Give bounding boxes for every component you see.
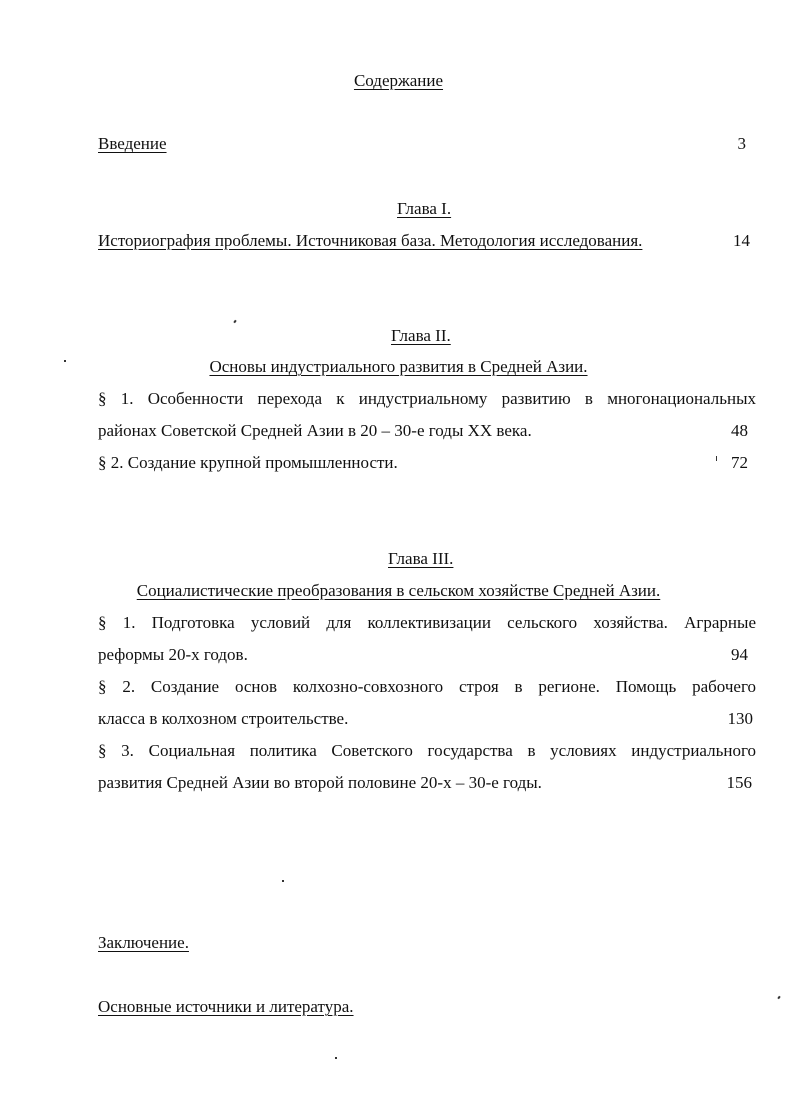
chapter2-section1-line2: районах Советской Средней Азии в 20 – 30-е годы XX века. [98,421,532,440]
scan-speck [716,456,717,461]
chapter2-section2-page: 72 [731,453,748,472]
toc-intro-page: 3 [737,134,746,153]
scan-speck [233,320,236,324]
chapter2-section2-line1: § 2. Создание крупной промышленности. [98,453,398,472]
chapter3-section1-page: 94 [731,645,748,664]
sources-label: Основные источники и литература. [98,997,354,1016]
chapter2-heading: Глава II. [391,326,451,345]
page-title: Содержание [353,71,444,90]
chapter2-title: Основы индустриального развития в Средней Азии. [209,357,588,376]
chapter3-title: Социалистические преобразования в сельском хозяйстве Средней Азии. [136,581,661,600]
conclusion-label: Заключение. [98,933,189,952]
chapter3-section3-page: 156 [726,773,752,792]
scan-speck [777,996,780,1000]
scan-speck [335,1057,337,1059]
chapter3-section2-line1: § 2. Создание основ колхозно-совхозного строя в регионе. Помощь рабочего [98,677,756,696]
chapter3-section1-line2: реформы 20-х годов. [98,645,248,664]
chapter3-section2-line2: класса в колхозном строительстве. [98,709,349,728]
chapter3-section3-line1: § 3. Социальная политика Советского государства в условиях индустриального [98,741,756,760]
chapter1-heading: Глава I. [397,199,452,218]
chapter3-heading: Глава III. [388,549,454,568]
chapter1-title: Историография проблемы. Источниковая база. Методология исследования. [98,231,643,250]
scan-speck [282,880,284,882]
chapter3-section2-page: 130 [727,709,753,728]
chapter3-section1-line1: § 1. Подготовка условий для коллективизации сельского хозяйства. Аграрные [98,613,756,632]
scan-speck [64,360,66,362]
toc-intro-label: Введение [98,134,167,153]
chapter1-page: 14 [733,231,750,250]
chapter3-section3-line2: развития Средней Азии во второй половине 20-х – 30-е годы. [98,773,542,792]
chapter2-section1-page: 48 [731,421,748,440]
chapter2-section1-line1: § 1. Особенности перехода к индустриальному развитию в многонациональных [98,389,756,408]
